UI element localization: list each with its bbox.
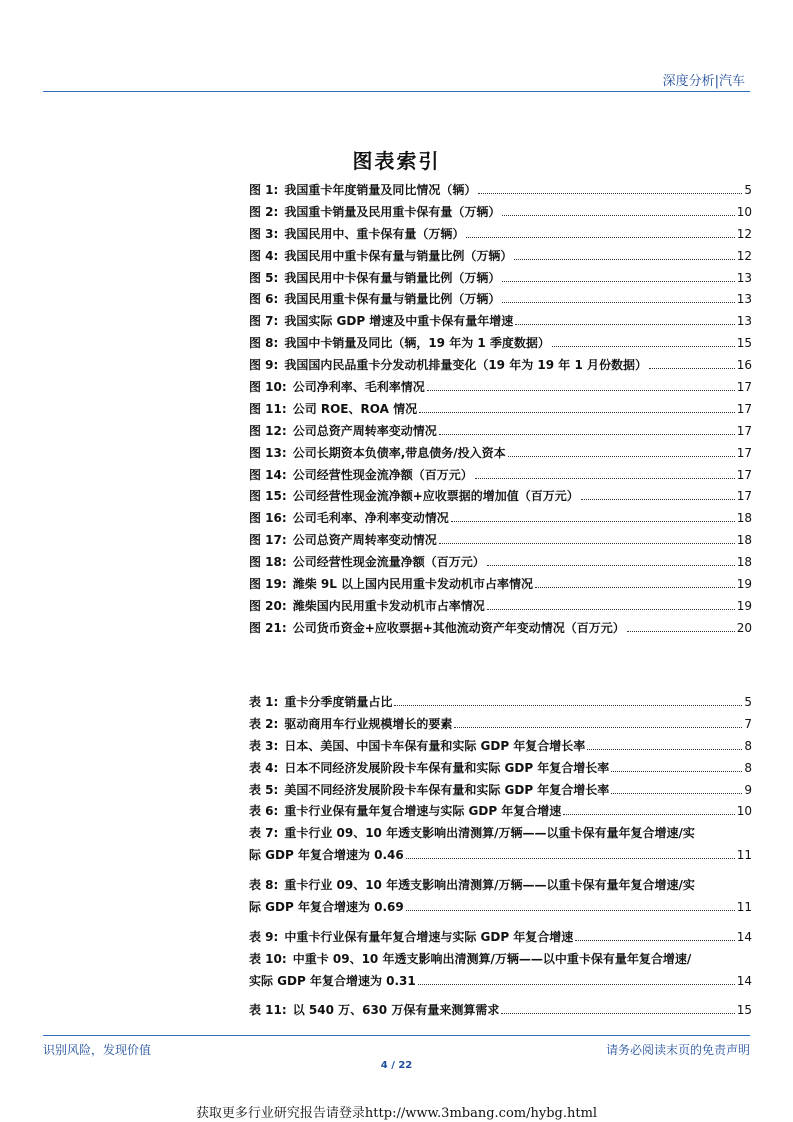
toc-entry-label: 表 2: xyxy=(249,716,279,731)
dot-leader xyxy=(451,521,735,522)
toc-entry-page: 12 xyxy=(736,248,752,263)
toc-entry-label: 图 2: xyxy=(249,204,279,219)
footer-disclaimer-note: 请务必阅读末页的免责声明 xyxy=(605,1043,750,1057)
toc-entry-page: 7 xyxy=(744,716,752,731)
dot-leader xyxy=(394,705,742,706)
toc-entry[interactable] xyxy=(249,930,752,944)
toc-entry-label: 图 1: xyxy=(249,183,279,197)
toc-entry-label: 表 7: xyxy=(249,826,279,841)
toc-entry-label: 图 19: xyxy=(249,577,287,592)
toc-entry[interactable] xyxy=(249,205,752,219)
toc-entry-title: 公司经营性现金流净额+应收票据的增加值（百万元） xyxy=(292,489,579,504)
toc-entry-page: 17 xyxy=(736,423,752,438)
dot-leader xyxy=(502,281,734,282)
toc-entry-page: 19 xyxy=(736,577,752,592)
toc-entry-title: 以 540 万、630 万保有量来测算需求 xyxy=(292,1003,500,1018)
toc-entry-label: 表 10: xyxy=(249,951,287,966)
toc-entry[interactable] xyxy=(249,292,752,306)
toc-entry-title: 公司总资产周转率变动情况 xyxy=(292,533,437,548)
toc-entry-page: 5 xyxy=(744,695,752,709)
toc-entry-title: 公司经营性现金流净额（百万元） xyxy=(292,467,473,482)
toc-entry-label: 表 5: xyxy=(249,782,279,797)
toc-entry-label: 表 11: xyxy=(249,1003,287,1018)
dot-leader xyxy=(406,858,735,859)
toc-entry-page: 15 xyxy=(736,1003,752,1018)
toc-entry-label: 图 3: xyxy=(249,226,279,241)
toc-entry-page: 14 xyxy=(736,973,752,988)
header-divider xyxy=(43,91,750,92)
toc-entry[interactable] xyxy=(249,783,752,797)
toc-entry-label: 表 8: xyxy=(249,878,279,893)
toc-entry-page: 13 xyxy=(736,270,752,285)
toc-entry-label: 图 21: xyxy=(249,620,287,635)
toc-entry-page: 5 xyxy=(744,183,752,197)
toc-entry-label: 图 17: xyxy=(249,533,287,548)
dot-leader xyxy=(418,984,735,985)
toc-entry[interactable] xyxy=(249,402,752,416)
toc-entry[interactable] xyxy=(249,424,752,438)
toc-entry-label: 图 20: xyxy=(249,598,287,613)
toc-entry-page: 18 xyxy=(736,533,752,548)
toc-entry-page: 13 xyxy=(736,292,752,307)
table-index-list xyxy=(249,695,752,1025)
toc-entry-page: 15 xyxy=(736,336,752,351)
toc-entry-label: 图 13: xyxy=(249,445,287,460)
dot-leader xyxy=(535,587,735,588)
toc-entry-title: 中重卡 09、10 年透支影响出清测算/万辆——以中重卡保有量年复合增速/ xyxy=(292,951,692,966)
dot-leader xyxy=(475,478,735,479)
toc-entry[interactable] xyxy=(249,314,752,328)
toc-entry-page: 13 xyxy=(736,314,752,329)
dot-leader xyxy=(466,237,734,238)
toc-entry-page: 17 xyxy=(736,380,752,395)
dot-leader xyxy=(514,259,734,260)
toc-entry[interactable] xyxy=(249,695,752,709)
toc-entry[interactable] xyxy=(249,468,752,482)
toc-entry-page: 11 xyxy=(736,848,752,863)
toc-entry-page: 17 xyxy=(736,467,752,482)
toc-entry-title: 公司毛利率、净利率变动情况 xyxy=(292,511,449,526)
toc-entry-page: 10 xyxy=(736,204,752,219)
dot-leader xyxy=(627,631,735,632)
toc-entry[interactable] xyxy=(249,804,752,818)
toc-entry-label: 表 3: xyxy=(249,738,279,753)
toc-entry-title: 公司货币资金+应收票据+其他流动资产年变动情况（百万元） xyxy=(292,620,625,635)
toc-entry-title: 我国重卡年度销量及同比情况（辆） xyxy=(284,183,477,197)
toc-entry-label: 表 4: xyxy=(249,760,279,775)
toc-entry-page: 18 xyxy=(736,555,752,570)
toc-entry-title: 日本、美国、中国卡车保有量和实际 GDP 年复合增长率 xyxy=(284,738,586,753)
toc-entry-label: 图 10: xyxy=(249,380,287,395)
toc-entry-label: 图 7: xyxy=(249,314,279,329)
toc-entry-label: 图 18: xyxy=(249,555,287,570)
dot-leader xyxy=(587,749,742,750)
toc-entry-label: 图 9: xyxy=(249,358,279,373)
report-section-tag: 深度分析|汽车 xyxy=(662,74,745,89)
toc-entry-page: 17 xyxy=(736,489,752,504)
toc-entry-label: 表 6: xyxy=(249,804,279,819)
toc-entry-title: 我国民用重卡保有量与销量比例（万辆） xyxy=(284,292,501,307)
toc-entry[interactable] xyxy=(249,621,752,635)
toc-entry[interactable] xyxy=(249,1003,752,1017)
toc-entry-page: 11 xyxy=(736,899,752,914)
dot-leader xyxy=(611,793,742,794)
toc-entry-title: 我国实际 GDP 增速及中重卡保有量年增速 xyxy=(284,314,514,329)
dot-leader xyxy=(487,609,735,610)
toc-entry-title: 重卡行业 09、10 年透支影响出清测算/万辆——以重卡保有量年复合增速/实 xyxy=(284,878,695,893)
toc-entry-title: 潍柴国内民用重卡发动机市占率情况 xyxy=(292,598,485,613)
toc-entry-title: 美国不同经济发展阶段卡车保有量和实际 GDP 年复合增长率 xyxy=(284,782,610,797)
toc-entry-title-continued: 实际 GDP 年复合增速为 0.31 xyxy=(249,973,416,988)
toc-entry-page: 19 xyxy=(736,598,752,613)
toc-entry[interactable] xyxy=(249,380,752,394)
toc-entry[interactable] xyxy=(249,739,752,753)
toc-entry-title: 我国国内民品重卡分发动机排量变化（19 年为 19 年 1 月份数据） xyxy=(284,358,647,373)
dot-leader xyxy=(581,499,735,500)
toc-entry-page: 20 xyxy=(736,620,752,635)
toc-entry-page: 9 xyxy=(744,782,752,797)
toc-entry-label: 图 4: xyxy=(249,248,279,263)
toc-entry-title: 公司总资产周转率变动情况 xyxy=(292,423,437,438)
toc-entry-title: 我国民用中重卡保有量与销量比例（万辆） xyxy=(284,248,513,263)
toc-entry-label: 图 6: xyxy=(249,292,279,307)
dot-leader xyxy=(502,215,734,216)
toc-entry-title: 重卡分季度销量占比 xyxy=(284,695,393,709)
toc-entry-label: 表 9: xyxy=(249,929,279,944)
toc-entry-title: 我国重卡销量及民用重卡保有量（万辆） xyxy=(284,204,501,219)
toc-entry-title-continued: 际 GDP 年复合增速为 0.69 xyxy=(249,899,404,914)
toc-entry-title: 驱动商用车行业规模增长的要素 xyxy=(284,716,453,731)
toc-entry-label: 图 16: xyxy=(249,511,287,526)
toc-entry-title: 重卡行业 09、10 年透支影响出清测算/万辆——以重卡保有量年复合增速/实 xyxy=(284,826,695,841)
footer-divider xyxy=(43,1035,750,1036)
dot-leader xyxy=(502,302,734,303)
toc-entry[interactable] xyxy=(249,826,752,862)
dot-leader xyxy=(454,727,742,728)
dot-leader xyxy=(439,434,735,435)
toc-entry-title: 公司 ROE、ROA 情况 xyxy=(292,401,418,416)
toc-entry-label: 表 1: xyxy=(249,695,279,709)
toc-entry-page: 16 xyxy=(736,358,752,373)
dot-leader xyxy=(419,412,735,413)
dot-leader xyxy=(563,814,734,815)
dot-leader xyxy=(515,324,734,325)
page-number: 4 / 22 xyxy=(380,1060,413,1071)
dot-leader xyxy=(649,368,735,369)
toc-entry-page: 14 xyxy=(736,929,752,944)
dot-leader xyxy=(427,390,735,391)
toc-entry[interactable] xyxy=(249,555,752,569)
toc-entry[interactable] xyxy=(249,577,752,591)
toc-entry[interactable] xyxy=(249,183,752,197)
toc-entry-label: 图 5: xyxy=(249,270,279,285)
toc-entry[interactable] xyxy=(249,599,752,613)
toc-entry[interactable] xyxy=(249,511,752,525)
toc-entry[interactable] xyxy=(249,358,752,372)
toc-entry[interactable] xyxy=(249,227,752,241)
toc-entry-page: 10 xyxy=(736,804,752,819)
toc-entry-page: 17 xyxy=(736,445,752,460)
dot-leader xyxy=(501,1013,734,1014)
figure-index-list xyxy=(249,183,752,643)
toc-entry[interactable] xyxy=(249,717,752,731)
toc-entry[interactable] xyxy=(249,533,752,547)
dot-leader xyxy=(406,910,735,911)
toc-entry-label: 图 14: xyxy=(249,467,287,482)
toc-entry[interactable] xyxy=(249,761,752,775)
toc-entry-page: 17 xyxy=(736,401,752,416)
toc-entry-title: 我国中卡销量及同比（辆，19 年为 1 季度数据） xyxy=(284,336,550,351)
toc-entry-page: 8 xyxy=(744,738,752,753)
toc-entry-label: 图 15: xyxy=(249,489,287,504)
dot-leader xyxy=(487,565,735,566)
toc-entry[interactable] xyxy=(249,489,752,503)
toc-entry[interactable] xyxy=(249,249,752,263)
toc-entry-title: 公司长期资本负债率,带息债务/投入资本 xyxy=(292,445,506,460)
toc-entry-title: 中重卡行业保有量年复合增速与实际 GDP 年复合增速 xyxy=(284,929,574,944)
dot-leader xyxy=(611,771,742,772)
footer-slogan: 识别风险，发现价值 xyxy=(43,1043,152,1057)
dot-leader xyxy=(439,543,735,544)
toc-entry-title: 我国民用中卡保有量与销量比例（万辆） xyxy=(284,270,501,285)
toc-entry[interactable] xyxy=(249,336,752,350)
toc-entry-page: 18 xyxy=(736,511,752,526)
toc-entry-label: 图 11: xyxy=(249,401,287,416)
toc-entry[interactable] xyxy=(249,952,752,988)
toc-entry-title: 公司净利率、毛利率情况 xyxy=(292,380,425,395)
toc-entry-title-continued: 际 GDP 年复合增速为 0.46 xyxy=(249,848,404,863)
toc-entry-title: 日本不同经济发展阶段卡车保有量和实际 GDP 年复合增长率 xyxy=(284,760,610,775)
toc-entry-page: 8 xyxy=(744,760,752,775)
dot-leader xyxy=(478,193,742,194)
dot-leader xyxy=(552,346,735,347)
toc-entry-title: 重卡行业保有量年复合增速与实际 GDP 年复合增速 xyxy=(284,804,562,819)
toc-entry-title: 公司经营性现金流量净额（百万元） xyxy=(292,555,485,570)
toc-entry-page: 12 xyxy=(736,226,752,241)
page-title: 图表索引 xyxy=(352,149,441,173)
toc-entry-title: 潍柴 9L 以上国内民用重卡发动机市占率情况 xyxy=(292,577,534,592)
source-watermark-line[interactable]: 获取更多行业研究报告请登录http://www.3mbang.com/hybg.html xyxy=(195,1106,598,1121)
dot-leader xyxy=(508,456,735,457)
toc-entry-label: 图 12: xyxy=(249,423,287,438)
toc-entry[interactable] xyxy=(249,878,752,914)
toc-entry-title: 我国民用中、重卡保有量（万辆） xyxy=(284,226,465,241)
toc-entry[interactable] xyxy=(249,446,752,460)
toc-entry-label: 图 8: xyxy=(249,336,279,351)
dot-leader xyxy=(575,940,734,941)
toc-entry[interactable] xyxy=(249,271,752,285)
